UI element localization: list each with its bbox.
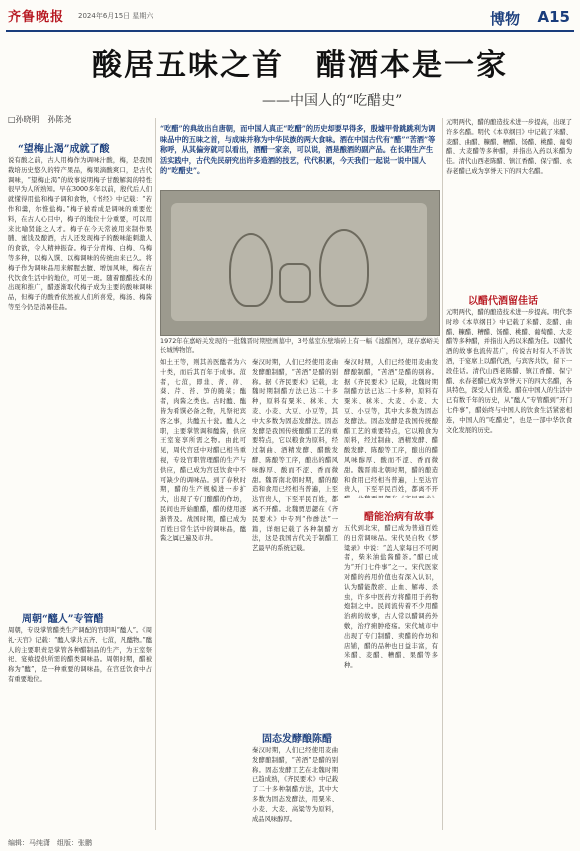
body-column-5b: 元明两代，醋的酿造技术进一步提高。明代李时珍《本草纲目》中记载了米醋、麦醋、曲醋、糠醋、糟醋、饧醋、桃醋、葡萄醋、大麦醋等多种醋，并指出入药以米醋为佳。以醋代酒的故事也流传甚广，传说古时有人不善饮酒，于宴席上以醋代酒，与宾客共饮，留下一段佳话。清代山西老陈醋、镇江香醋、保宁醋、永春老醋已成为享誉天下的四大名醋，各具特色，深受人们喜爱。醋在中国人的生活中已有数千年的历史，从“醯人”专管醋到“开门七件事”，醋始终与中国人的饮食生活紧密相连，中国人的“吃醋史”，也是一部中华饮食文化发展的历史。 [446, 309, 572, 434]
photo-murals-brick [160, 190, 440, 336]
body-column-5: 元明两代，醋的酿造技术进一步提高，出现了许多名醋。明代《本草纲目》中记载了米醋、麦醋、曲醋、糠醋、糟醋、饧醋、桃醋、葡萄醋、大麦醋等多种醋，并指出入药以米醋为佳。清代山西老陈醋、镇江香醋、保宁醋、永春老醋已成为享誉天下的四大名醋。 [446, 119, 572, 175]
byline: □孙晓明 孙陈尧 [8, 115, 72, 124]
section-heading-4: 醋能治病有故事 [364, 512, 434, 523]
section-heading-1: “望梅止渴”成就了酸 [18, 144, 110, 155]
section-heading-5: 以醋代酒留佳话 [468, 296, 538, 307]
mural-vessel [279, 263, 311, 303]
body-column-4b: 五代到北宋，醋已成为普通百姓的日常调味品。宋代吴自牧《梦粱录》中说：“盖人家每日不可阙者，柴米油盐酱醋茶。”醋已成为“开门七件事”之一。宋代医家对醋的药用价值也有深入认识，认为醋能散瘀、止血、解毒、杀虫，许多中医药方将醋用于药物炮制之中。民间流传着不少用醋治病的故事，古人常以醋调药外敷，治疗痈肿疮疡。宋代城市中出现了专门制醋、卖醋的作坊和店铺，醋的品种也日益丰富，有米醋、麦醋、糟醋、果醋等多种。 [344, 525, 438, 670]
section-heading-3: 固态发酵酿陈醋 [262, 734, 332, 745]
dateline: 2024年6月15日 星期六 [78, 12, 154, 20]
masthead-rule [6, 30, 574, 32]
body-column-3: 秦汉时期，人们已经使用麦曲发酵酿制醋，“苦酒”是醋的别称。据《齐民要术》记载，北魏时期制醋方法已达二十多种，原料有粟米、秫米、大麦、小麦、大豆、小豆等，其中大多数为固态发酵法。固态发酵是我国传统酿醋工艺的重要特点，它以粮食为原料，经过制曲、酒精发酵、醋酸发酵、陈酿等工序，酿出的醋风味醇厚、酸而不涩、香而微甜。魏晋南北朝时期，醋的酿造和食用已经相当普遍，上至达官贵人，下至平民百姓，都离不开醋。北魏贾思勰在《齐民要术》中专列“作酢法”一篇，详细记载了各种制醋方法，这是我国古代关于制醋工艺最早的系统记载。 [252, 359, 338, 553]
newspaper-brand: 齐鲁晚报 [8, 10, 65, 25]
page-number: A15 [537, 8, 570, 26]
column-divider-right [442, 118, 443, 830]
headline: 酸居五味之首 醋酒本是一家 [92, 48, 508, 83]
lede-paragraph: “吃醋”的典故出自唐朝，而中国人真正“吃醋”的历史却要早得多，殷墟甲骨跳跳利为调味品中的五味之首，与成味并称为中华民族的两大食味。酒在中国古代有“醋”“苦酒”等称呼，从其偏旁就可以看出，酒醋一家亲，可以说，酒是酿酒的副产品。在长期生产生活实践中，古代先民研究出许多造酒的技艺，代代积累，今天我们一起说一说中国人的“吃醋史”。 [160, 124, 436, 176]
photo-caption: 1972年在嘉峪关发现的一批魏晋时期壁画墓中，3号墓室东壁墙砖上有一幅《滤醋图》，现存嘉峪关长城博物馆。 [160, 337, 440, 354]
mural-figure-right [319, 229, 369, 307]
mural-figure-left [229, 233, 273, 307]
section-heading-2: 周朝“醯人”专管醋 [22, 614, 104, 625]
body-column-4: 秦汉时期，人们已经使用麦曲发酵酿制醋，“苦酒”是醋的别称。据《齐民要术》记载，北魏时期制醋方法已达二十多种，原料有粟米、秫米、大麦、小麦、大豆、小豆等，其中大多数为固态发酵法。固态发酵是我国传统酿醋工艺的重要特点，它以粮食为原料，经过制曲、酒精发酵、醋酸发酵、陈酿等工序，酿出的醋风味醇厚、酸而不涩、香而微甜。魏晋南北朝时期，醋的酿造和食用已经相当普遍，上至达官贵人，下至平民百姓，都离不开 [344, 359, 438, 494]
masthead [0, 0, 580, 34]
body-column-1b: 周朝，专设掌管醋类生产调配的官职叫“醯人”。《周礼·天官》记载：“醯人掌共五齐、七菹，凡醯物。”醯人的主要职责是掌管各种醋制品的生产，为王室祭祀、宴飨提供所需的醋类调味品。周朝时期，醋被称为“醯”，是一种重要的调味品，在宫廷饮食中占有重要地位。 [8, 627, 152, 683]
body-column-1: 说有酸之前，古人用梅作为调味汁酸，梅，是我国栽培历史悠久的特产果品，梅果滴酸爽口，是古代调味，“望梅止渴”的故事说明梅子甘酸解渴的特性很早为人所熟知。早在3000多年以前，殷代后人们就懂得用盐和梅子调和食物，《书经》中记载：“若作和羹，尔惟盐梅。”梅子被看成是调味的重要佐料，在古人心目中，梅子的地位十分重要，可以用来比喻贤能之人才。梅子在今天常被用来制作果脯、蜜饯及酿酒，古人还发现梅子的酸味能刺激人的食欲，令人精神振奋。梅子分青梅、白梅、乌梅等多种，以梅入馔、以梅调味的传统由来已久。将梅子作为调味品用来解腥去膻、增加风味，梅在古代饮食生活中的地位，可见一斑。随着酿醋技术的出现和推广，醋逐渐取代梅子成为主要的酸味调味品，但梅子的酸香依然被人们所喜爱，梅汤、梅酱等至今仍是消暑佳品。 [8, 157, 152, 311]
body-column-2: 如土王等，则其善医醯者为六十类，而后其百年于成事。菹者，七菹，即韭、菁、茆、葵、芹、苔、笋的腌菜；醢者，肉酱之类也。古时醯、醢皆为肴馔必备之物，凡祭祀宾客之事，共醯五十瓮。醯人之职，主要掌管调和醯酱，供应王室宴享所需之物。由此可见，周代宫廷中对醋已相当重视，专设官职管理醋的生产与供应，醋已成为宫廷饮食中不可缺少的调味品。到了春秋时期，醋的生产规模进一步扩大，出现了专门酿醋的作坊，民间也开始酿醋，醋的使用逐渐普及。战国时期，醋已成为百姓日常生活中的调味品，醯酱之属已遍及市井。 [160, 359, 246, 543]
subheadline: ——中国人的“吃醋史” [262, 93, 403, 109]
column-divider [155, 118, 156, 830]
body-column-3b: 秦汉时期，人们已经使用麦曲发酵酿制醋，“苦酒”是醋的别称。固态发酵工艺在北魏时期已趋成熟，《齐民要术》中记载了二十多种制醋方法，其中大多数为固态发酵法，用粟米、小麦、大麦、高粱等为原料，成品风味醇厚。 [252, 747, 338, 823]
section-title: 博物 [489, 10, 520, 28]
footer-editors: 编辑：马纯潇 组版：张鹏 [8, 839, 92, 847]
brick-slab [171, 203, 427, 321]
